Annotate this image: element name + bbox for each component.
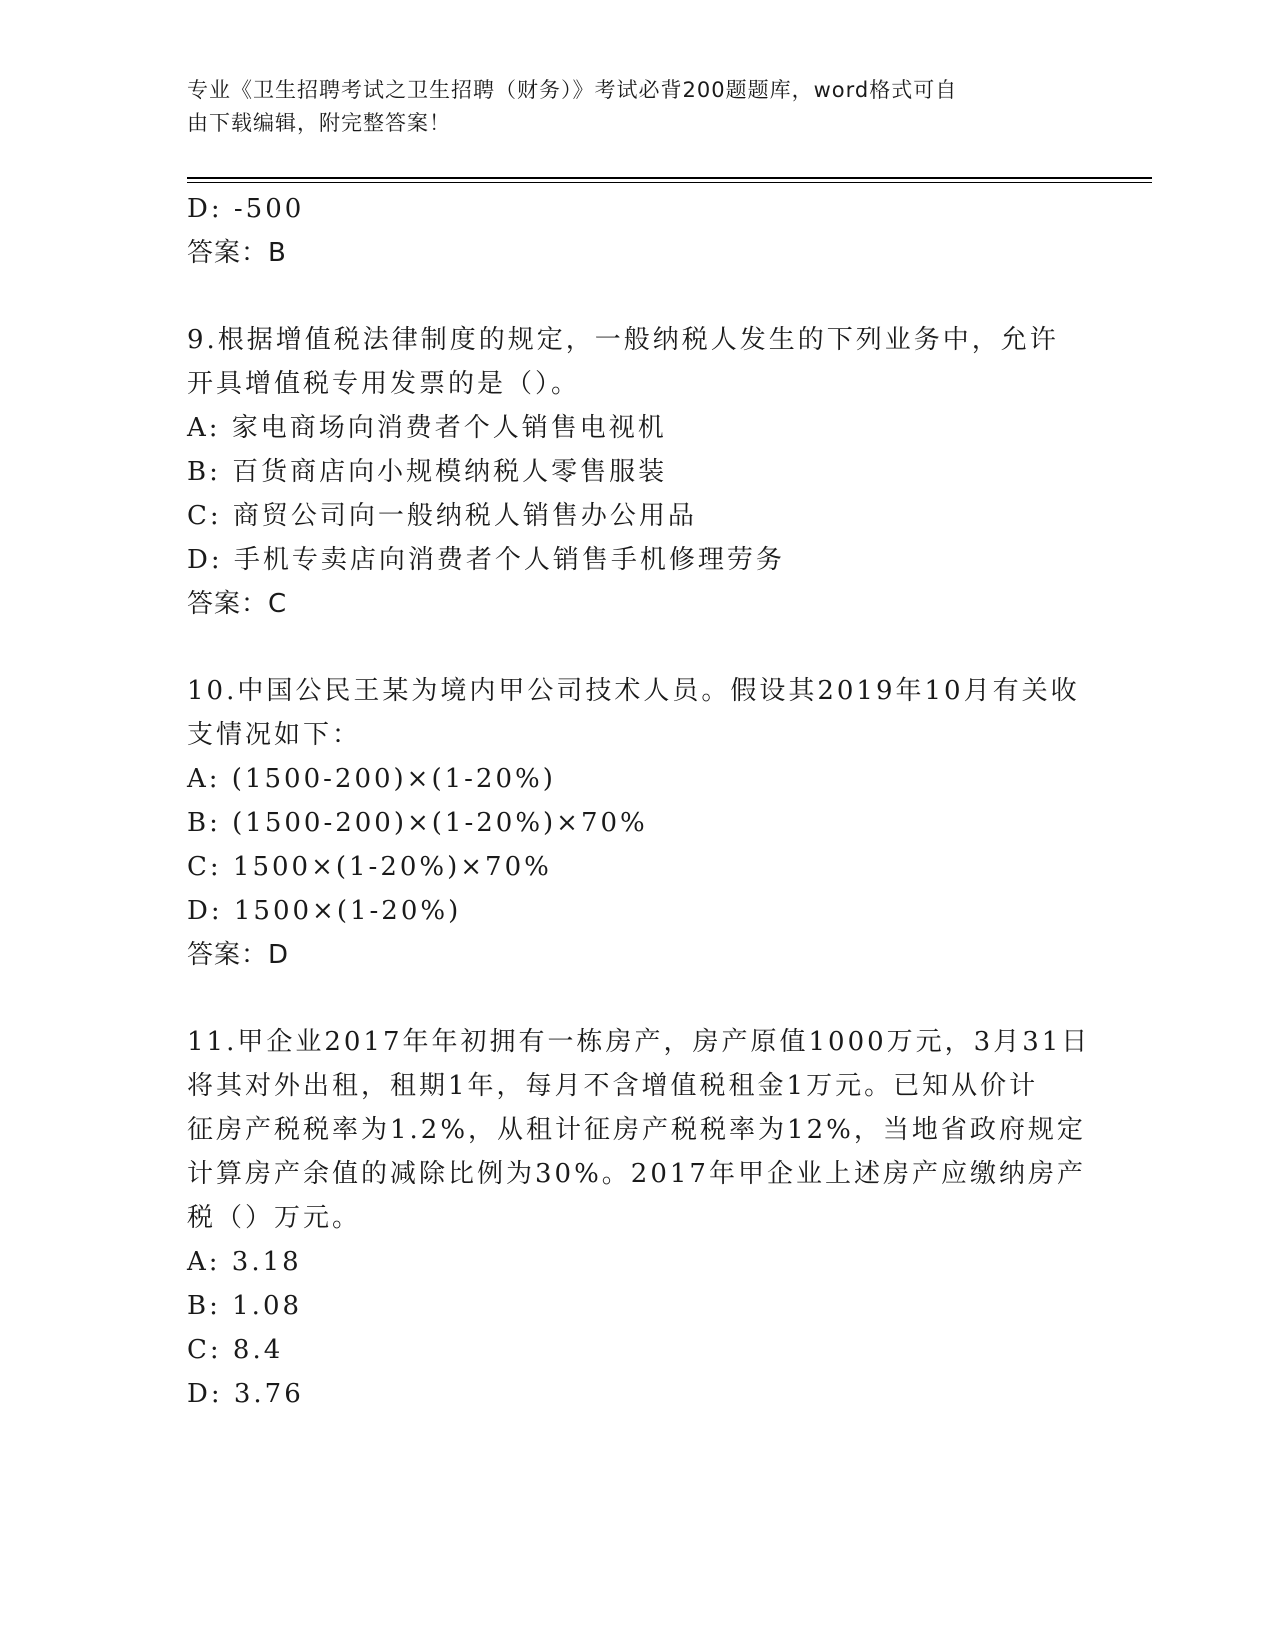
- q9-stem-line-1: 9.根据增值税法律制度的规定，一般纳税人发生的下列业务中，允许: [187, 325, 1059, 355]
- q11-stem-line-5: 税（）万元。: [187, 1203, 362, 1233]
- q10-stem-line-1: 10.中国公民王某为境内甲公司技术人员。假设其2019年10月有关收: [187, 676, 1080, 706]
- q11-stem-line-4: 计算房产余值的减除比例为30%。2017年甲企业上述房产应缴纳房产: [187, 1159, 1086, 1189]
- q11-option-d: D: 3.76: [187, 1379, 304, 1409]
- q11-stem-line-3: 征房产税税率为1.2%，从租计征房产税税率为12%，当地省政府规定: [187, 1115, 1086, 1145]
- q11-option-c: C: 8.4: [187, 1335, 284, 1365]
- q10-answer: 答案：D: [187, 940, 290, 970]
- q10-stem-line-2: 支情况如下：: [187, 720, 362, 750]
- header-divider-thin: [187, 182, 1152, 183]
- q10-option-c: C: 1500×(1-20%)×70%: [187, 852, 552, 882]
- q10-option-a: A: (1500-200)×(1-20%): [187, 764, 556, 794]
- q11-stem-line-2: 将其对外出租，租期1年，每月不含增值税租金1万元。已知从价计: [187, 1071, 1039, 1101]
- q9-stem-line-2: 开具增值税专用发票的是（）。: [187, 369, 581, 399]
- header-divider-thick: [187, 177, 1152, 179]
- header-line-2: 由下载编辑，附完整答案！: [187, 111, 451, 135]
- prev-answer: 答案：B: [187, 238, 287, 268]
- q9-option-d: D: 手机专卖店向消费者个人销售手机修理劳务: [187, 545, 785, 575]
- page-header: [187, 74, 1067, 140]
- q11-stem-line-1: 11.甲企业2017年年初拥有一栋房产，房产原值1000万元，3月31日: [187, 1027, 1091, 1057]
- q11-option-b: B: 1.08: [187, 1291, 303, 1321]
- header-line-1: 专业《卫生招聘考试之卫生招聘（财务）》考试必背200题题库，word格式可自: [187, 78, 958, 102]
- q11-option-a: A: 3.18: [187, 1247, 302, 1277]
- q9-option-a: A: 家电商场向消费者个人销售电视机: [187, 413, 667, 443]
- prev-option-d: D: -500: [187, 194, 305, 224]
- q9-answer: 答案：C: [187, 589, 288, 619]
- q10-option-b: B: (1500-200)×(1-20%)×70%: [187, 808, 648, 838]
- q10-option-d: D: 1500×(1-20%): [187, 896, 462, 926]
- q9-option-b: B: 百货商店向小规模纳税人零售服装: [187, 457, 668, 487]
- q9-option-c: C: 商贸公司向一般纳税人销售办公用品: [187, 501, 697, 531]
